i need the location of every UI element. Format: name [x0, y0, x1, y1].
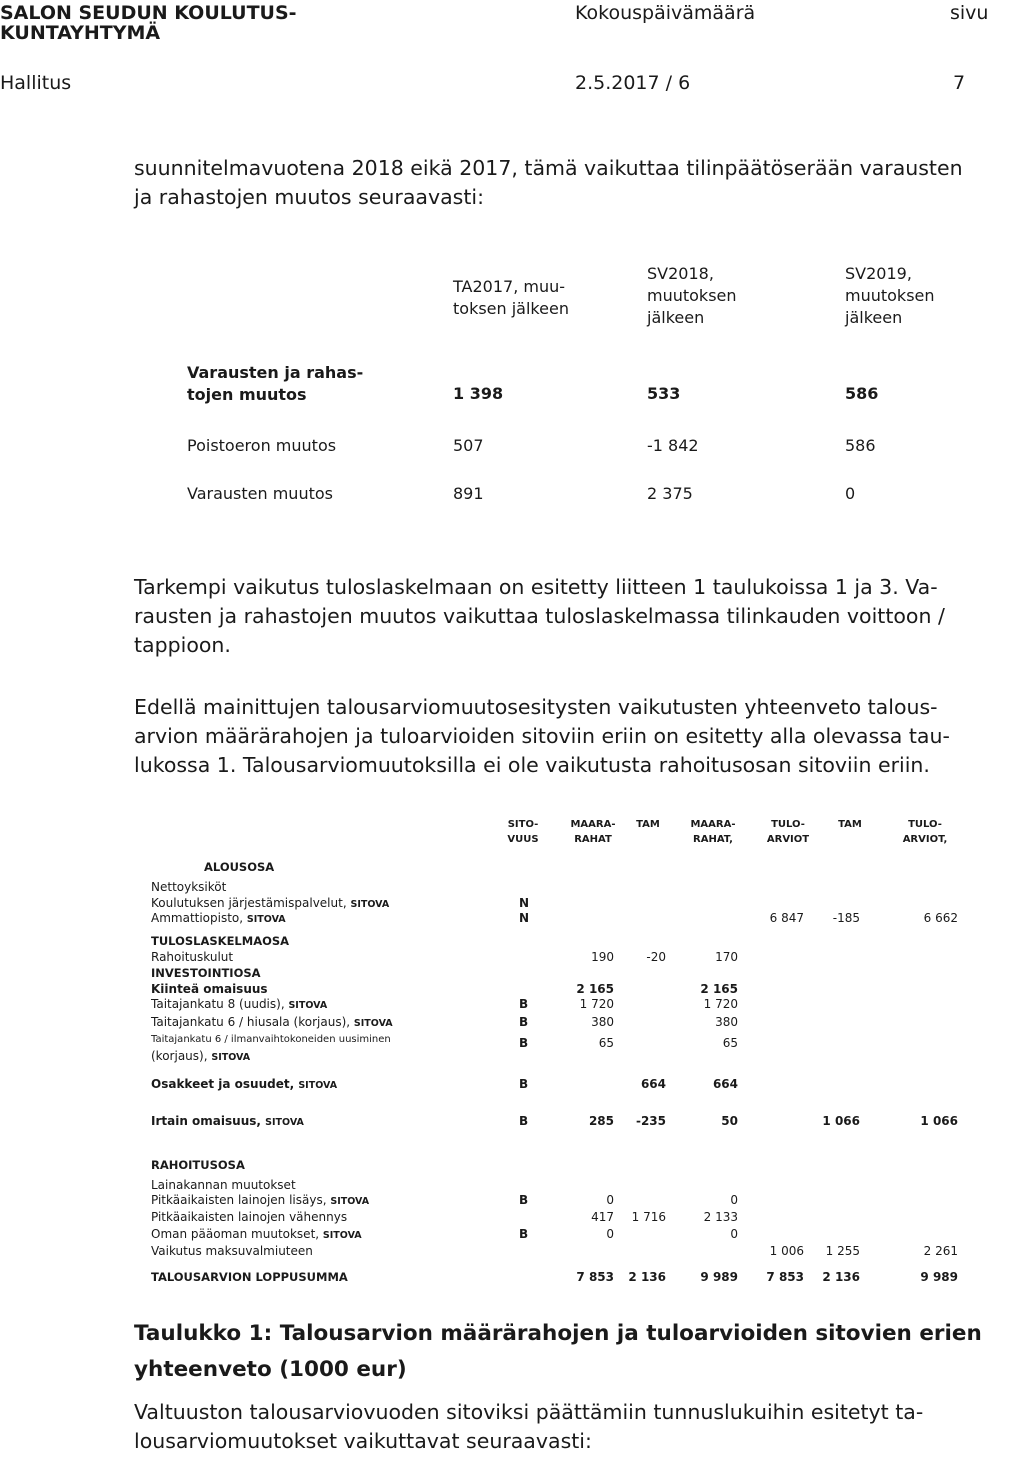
table1-cell-maara2: 664	[712, 1077, 738, 1091]
row-label-text: Kiinteä omaisuus	[151, 982, 268, 996]
table1-cell-maara: 417	[591, 1210, 614, 1224]
row-label-text-cont: (korjaus),	[151, 1049, 208, 1063]
table1-cell-sito: B	[519, 1114, 529, 1128]
cell-value: -1 842	[647, 436, 699, 455]
table1-row-label	[151, 911, 286, 927]
table1-cell-tulo: 1 006	[769, 1244, 804, 1258]
intro-line: suunnitelmavuotena 2018 eikä 2017, tämä vaikuttaa tilinpäätöserään varausten	[134, 156, 963, 180]
table1-row-label	[151, 1178, 296, 1193]
table1-row-label	[204, 860, 274, 875]
table1-cell-maara2: 50	[721, 1114, 738, 1128]
table1-cell-sito: B	[519, 1015, 529, 1029]
caption-line: yhteenveto (1000 eur)	[134, 1357, 407, 1382]
col-header-tam-income: TAM	[838, 819, 862, 830]
col-header-sv2018: SV2018, muutoksen jälkeen	[647, 264, 737, 327]
closing-line: Valtuuston talousarviovuoden sitoviksi päättämiin tunnuslukuihin esitetyt ta-	[134, 1400, 924, 1424]
table1-cell-tulo2: 2 261	[923, 1244, 958, 1258]
row-label-depreciation: Poistoeron muutos	[187, 436, 337, 455]
cell-value: 1 398	[453, 384, 504, 403]
meeting-date: 2.5.2017 / 6	[575, 72, 691, 94]
row-label-reserves: Varausten muutos	[187, 484, 333, 503]
closing-text	[134, 1398, 1024, 1456]
page-number: 7	[953, 72, 966, 94]
binding-tag: SITOVA	[265, 1117, 304, 1128]
row-label-text: Taitajankatu 6 / ilmanvaihtokoneiden uusiminen	[151, 1034, 391, 1045]
col-header-tuloarviot: TULO- ARVIOT	[766, 819, 810, 845]
col-header-sv2019: SV2019, muutoksen jälkeen	[845, 264, 935, 327]
table1-cell-maara2: 170	[715, 950, 738, 964]
table1-cell-tam: 1 716	[631, 1210, 666, 1224]
table1-cell-maara: 380	[591, 1015, 614, 1029]
row-label-text: Vaikutus maksuvalmiuteen	[151, 1244, 313, 1258]
table1-cell-maara: 190	[591, 950, 614, 964]
table1-row-label	[151, 1030, 391, 1066]
binding-tag: SITOVA	[288, 1000, 328, 1011]
table1-row-label	[151, 966, 261, 981]
table1-cell-tam: 2 136	[628, 1270, 666, 1284]
table1-cell-sito: B	[519, 1193, 529, 1207]
table1-row-label	[151, 1244, 313, 1259]
body-name: Hallitus	[0, 72, 72, 94]
table1-row-label	[151, 1227, 362, 1243]
table1-row-label	[151, 950, 233, 965]
table1-row-label	[151, 1270, 348, 1285]
table1-cell-tulo: 6 847	[769, 911, 804, 925]
paragraph-line: rausten ja rahastojen muutos vaikuttaa tuloslaskelmassa tilinkauden voittoon /	[134, 604, 945, 628]
row-label-text: Oman pääoman muutokset,	[151, 1227, 320, 1241]
table1-cell-maara: 65	[598, 1036, 614, 1050]
table1-cell-maara: 285	[588, 1114, 614, 1128]
table1-cell-maara2: 2 165	[700, 982, 738, 996]
binding-tag: SITOVA	[211, 1052, 251, 1063]
table1-cell-sito: B	[519, 997, 529, 1011]
paragraph-line: Edellä mainittujen talousarviomuutosesitysten vaikutusten yhteenveto talous-	[134, 695, 938, 719]
table1-cell-tam2: 2 136	[822, 1270, 860, 1284]
cell-value: 891	[453, 484, 484, 503]
paragraph-summary	[134, 693, 1024, 780]
row-label-text: Osakkeet ja osuudet,	[151, 1077, 295, 1091]
binding-tag: SITOVA	[350, 899, 390, 910]
table1-cell-sito: B	[519, 1227, 529, 1241]
table1-cell-maara: 7 853	[576, 1270, 614, 1284]
paragraph-line: Tarkempi vaikutus tuloslaskelmaan on esitetty liitteen 1 taulukoissa 1 ja 3. Va-	[134, 575, 938, 599]
cell-value: 586	[845, 384, 879, 403]
org-name-line2: KUNTAYHTYMÄ	[0, 22, 161, 44]
cell-value: 507	[453, 436, 484, 455]
table1-row-label	[151, 934, 289, 949]
paragraph-line: lukossa 1. Talousarviomuutoksilla ei ole vaikutusta rahoitusosan sitoviin eriin.	[134, 753, 930, 777]
table1-cell-maara2: 1 720	[703, 997, 738, 1011]
row-label-text: Pitkäaikaisten lainojen lisäys,	[151, 1193, 327, 1207]
col-header-tam: TAM	[636, 819, 660, 830]
table1-cell-tulo2: 1 066	[920, 1114, 958, 1128]
binding-tag: SITOVA	[298, 1080, 338, 1091]
table1-row-label	[151, 896, 389, 912]
table1-row-label	[151, 982, 268, 997]
table1-cell-maara2: 380	[715, 1015, 738, 1029]
table1-cell-maara2: 0	[730, 1193, 738, 1207]
row-label-text: Taitajankatu 8 (uudis),	[151, 997, 285, 1011]
table1-cell-sito: B	[519, 1077, 529, 1091]
table1-cell-tam2: 1 255	[825, 1244, 860, 1258]
page-label: sivu	[950, 2, 989, 24]
row-label-text: Taitajankatu 6 / hiusala (korjaus),	[151, 1015, 351, 1029]
table1-row-label	[151, 1210, 347, 1225]
table1-cell-maara: 2 165	[576, 982, 614, 996]
row-label-text: Nettoyksiköt	[151, 880, 227, 894]
table1-row-label	[151, 1015, 393, 1031]
table1-row-label	[151, 1077, 337, 1093]
paragraph-line: arvion määrärahojen ja tuloarvioiden sitoviin eriin on esitetty alla olevassa tau-	[134, 724, 950, 748]
row-label-reserves-funds: Varausten ja rahas- tojen muutos	[187, 363, 364, 404]
row-label-text: Irtain omaisuus,	[151, 1114, 261, 1128]
table-caption	[134, 1316, 1024, 1388]
paragraph-effect	[134, 573, 1024, 660]
closing-line: lousarviomuutokset vaikuttavat seuraavasti:	[134, 1429, 592, 1453]
col-header-sitovuus: SITO- VUUS	[507, 819, 539, 845]
table1-cell-tam: -20	[646, 950, 666, 964]
intro-line: ja rahastojen muutos seuraavasti:	[134, 185, 484, 209]
table1-row-label	[151, 1114, 304, 1130]
paragraph-line: tappioon.	[134, 633, 231, 657]
table1-cell-tam2: 1 066	[822, 1114, 860, 1128]
table1-cell-tam2: -185	[832, 911, 860, 925]
binding-tag: SITOVA	[330, 1196, 370, 1207]
table1-row-label	[151, 880, 226, 895]
table1-row-label	[151, 1158, 245, 1173]
row-label-text: RAHOITUSOSA	[151, 1158, 245, 1172]
row-label-text: Pitkäaikaisten lainojen vähennys	[151, 1210, 348, 1224]
cell-value: 533	[647, 384, 681, 403]
table1-row-label	[151, 997, 327, 1013]
table1-cell-maara2: 0	[730, 1227, 738, 1241]
table1-cell-maara: 1 720	[579, 997, 614, 1011]
table1-cell-maara2: 9 989	[700, 1270, 738, 1284]
cell-value: 0	[845, 484, 856, 503]
binding-tag: SITOVA	[353, 1018, 393, 1029]
row-label-text: Koulutuksen järjestämispalvelut,	[151, 896, 347, 910]
row-label-text: TALOUSARVION LOPPUSUMMA	[151, 1270, 348, 1284]
table1-cell-tam: -235	[635, 1114, 666, 1128]
table1-cell-sito: B	[519, 1036, 529, 1050]
row-label-text: TULOSLASKELMAOSA	[151, 934, 290, 948]
cell-value: 586	[845, 436, 876, 455]
table1-cell-tam: 664	[640, 1077, 666, 1091]
table1-cell-sito: N	[519, 911, 530, 925]
col-header-tuloarviot-after: TULO- ARVIOT,	[902, 819, 948, 845]
table1-cell-sito: N	[519, 896, 530, 910]
binding-tag: SITOVA	[322, 1230, 362, 1241]
meeting-date-label: Kokouspäivämäärä	[575, 2, 756, 24]
binding-tag: SITOVA	[246, 914, 286, 925]
caption-line: Taulukko 1: Talousarvion määrärahojen ja tuloarvioiden sitovien erien	[134, 1321, 982, 1346]
col-header-maararahat: MAARA- RAHAT	[570, 819, 616, 845]
table1-cell-maara: 0	[606, 1227, 614, 1241]
table1-cell-tulo: 7 853	[766, 1270, 804, 1284]
col-header-maararahat-after: MAARA- RAHAT,	[690, 819, 736, 845]
col-header-ta2017: TA2017, muu- toksen jälkeen	[453, 277, 569, 318]
row-label-text: Lainakannan muutokset	[151, 1178, 296, 1192]
row-label-text: ALOUSOSA	[204, 860, 275, 874]
table1-cell-maara2: 65	[722, 1036, 738, 1050]
row-label-text: INVESTOINTIOSA	[151, 966, 261, 980]
table1-cell-maara2: 2 133	[703, 1210, 738, 1224]
table1-cell-maara: 0	[606, 1193, 614, 1207]
intro-text	[134, 154, 1014, 212]
cell-value: 2 375	[647, 484, 693, 503]
row-label-text: Ammattiopisto,	[151, 911, 244, 925]
table1-row-label	[151, 1193, 369, 1209]
row-label-text: Rahoituskulut	[151, 950, 234, 964]
table1-cell-tulo2: 9 989	[920, 1270, 958, 1284]
org-name-line1: SALON SEUDUN KOULUTUS-	[0, 2, 297, 24]
table1-cell-tulo2: 6 662	[923, 911, 958, 925]
